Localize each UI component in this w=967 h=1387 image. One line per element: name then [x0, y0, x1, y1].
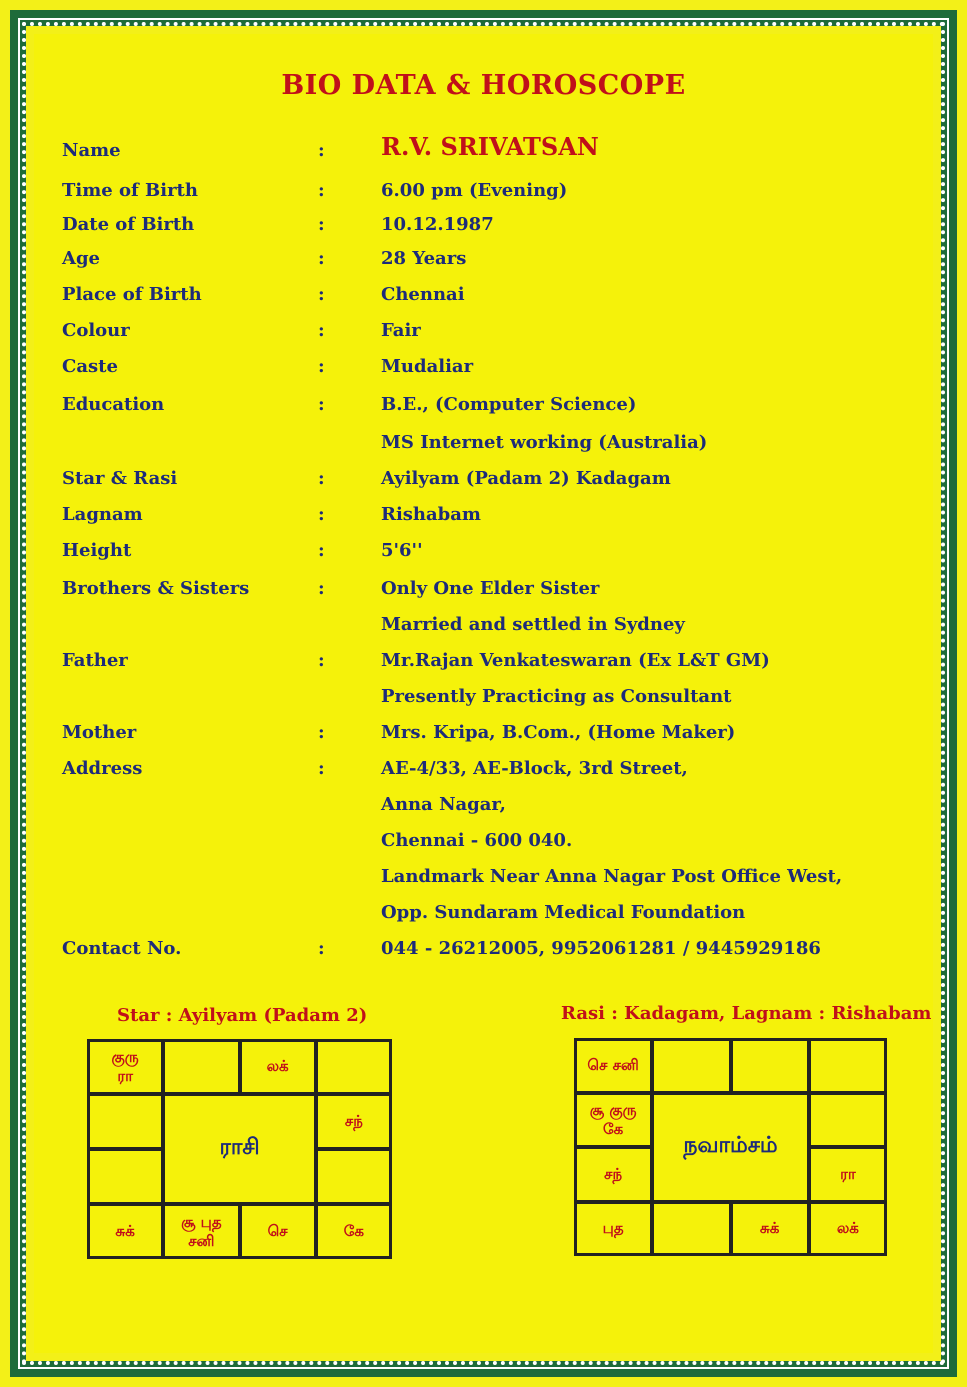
chart-house-cell — [87, 1094, 163, 1149]
bio-row — [0, 540, 967, 572]
field-value: MS Internet working (Australia) — [381, 432, 708, 453]
field-value: Mrs. Kripa, B.Com., (Home Maker) — [381, 722, 736, 743]
field-value: 10.12.1987 — [381, 214, 494, 235]
bio-row — [0, 830, 967, 862]
field-separator: : — [318, 248, 325, 269]
chart-house-cell — [809, 1093, 887, 1148]
field-separator: : — [318, 758, 325, 779]
field-label: Father — [62, 650, 128, 671]
bio-row — [0, 132, 967, 172]
field-label: Name — [62, 140, 121, 161]
field-separator: : — [318, 578, 325, 599]
field-label: Time of Birth — [62, 180, 198, 201]
chart-house-cell — [809, 1038, 887, 1093]
field-value: 28 Years — [381, 248, 467, 269]
field-value: Anna Nagar, — [381, 794, 506, 815]
bio-row — [0, 938, 967, 970]
field-separator: : — [318, 722, 325, 743]
field-separator: : — [318, 140, 325, 161]
field-separator: : — [318, 394, 325, 415]
field-separator: : — [318, 214, 325, 235]
field-label: Date of Birth — [62, 214, 195, 235]
chart-house-cell: லக் — [809, 1202, 887, 1257]
bio-row — [0, 214, 967, 246]
bio-row — [0, 356, 967, 388]
field-value: Only One Elder Sister — [381, 578, 600, 599]
field-value: AE-4/33, AE-Block, 3rd Street, — [381, 758, 688, 779]
bio-row — [0, 722, 967, 754]
chart-center-label: ராசி — [163, 1094, 316, 1204]
chart-house-cell: கே — [316, 1204, 392, 1259]
chart-house-cell — [87, 1149, 163, 1204]
field-value: Mr.Rajan Venkateswaran (Ex L&T GM) — [381, 650, 770, 671]
page-title: BIO DATA & HOROSCOPE — [281, 70, 686, 101]
chart-house-cell: சுக் — [87, 1204, 163, 1259]
field-value: 044 - 26212005, 9952061281 / 9445929186 — [381, 938, 821, 959]
bio-row — [0, 686, 967, 718]
bio-row — [0, 578, 967, 610]
bio-row — [0, 320, 967, 352]
navamsa-chart-heading: Rasi : Kadagam, Lagnam : Rishabam — [561, 1003, 932, 1024]
rasi-chart-heading: Star : Ayilyam (Padam 2) — [117, 1005, 368, 1026]
chart-house-cell: செ சனி — [574, 1038, 652, 1093]
bio-row — [0, 902, 967, 934]
field-value: 5'6'' — [381, 540, 423, 561]
chart-house-cell: செ — [240, 1204, 316, 1259]
field-label: Education — [62, 394, 165, 415]
field-label: Mother — [62, 722, 137, 743]
field-separator: : — [318, 938, 325, 959]
field-label: Brothers & Sisters — [62, 578, 250, 599]
chart-house-cell: லக் — [240, 1039, 316, 1094]
field-label: Height — [62, 540, 132, 561]
bio-row — [0, 394, 967, 426]
field-separator: : — [318, 320, 325, 341]
field-value: Presently Practicing as Consultant — [381, 686, 732, 707]
chart-house-cell — [652, 1038, 730, 1093]
field-separator: : — [318, 468, 325, 489]
field-value: Married and settled in Sydney — [381, 614, 685, 635]
field-value: Opp. Sundaram Medical Foundation — [381, 902, 746, 923]
field-value: Chennai - 600 040. — [381, 830, 573, 851]
field-label: Place of Birth — [62, 284, 202, 305]
field-value: Mudaliar — [381, 356, 474, 377]
field-value: Ayilyam (Padam 2) Kadagam — [381, 468, 671, 489]
field-label: Contact No. — [62, 938, 182, 959]
chart-house-cell: சந் — [316, 1094, 392, 1149]
chart-center-label: நவாம்சம் — [652, 1093, 809, 1202]
field-value: R.V. SRIVATSAN — [381, 132, 599, 161]
bio-row — [0, 650, 967, 682]
field-separator: : — [318, 540, 325, 561]
field-label: Star & Rasi — [62, 468, 178, 489]
bio-row — [0, 614, 967, 646]
bio-row — [0, 180, 967, 212]
field-value: Landmark Near Anna Nagar Post Office West, — [381, 866, 843, 887]
field-label: Caste — [62, 356, 118, 377]
field-label: Age — [62, 248, 101, 269]
chart-house-cell — [316, 1149, 392, 1204]
bio-row — [0, 432, 967, 464]
chart-house-cell: சந் — [574, 1147, 652, 1202]
field-value: B.E., (Computer Science) — [381, 394, 637, 415]
chart-house-cell: சூ குரு கே — [574, 1093, 652, 1148]
chart-house-cell: ரா — [809, 1147, 887, 1202]
field-separator: : — [318, 180, 325, 201]
field-value: Chennai — [381, 284, 465, 305]
field-separator: : — [318, 356, 325, 377]
field-separator: : — [318, 284, 325, 305]
bio-row — [0, 866, 967, 898]
bio-row — [0, 248, 967, 280]
bio-row — [0, 468, 967, 500]
bio-row — [0, 284, 967, 316]
field-value: 6.00 pm (Evening) — [381, 180, 568, 201]
chart-house-cell: குரு ரா — [87, 1039, 163, 1094]
field-separator: : — [318, 504, 325, 525]
field-label: Colour — [62, 320, 130, 341]
chart-house-cell — [163, 1039, 239, 1094]
field-value: Rishabam — [381, 504, 481, 525]
field-separator: : — [318, 650, 325, 671]
chart-house-cell — [731, 1038, 809, 1093]
field-label: Address — [62, 758, 143, 779]
chart-house-cell: சுக் — [731, 1202, 809, 1257]
chart-house-cell: சூ புத சனி — [163, 1204, 239, 1259]
field-label: Lagnam — [62, 504, 143, 525]
field-value: Fair — [381, 320, 421, 341]
bio-row — [0, 758, 967, 790]
chart-house-cell — [316, 1039, 392, 1094]
bio-row — [0, 794, 967, 826]
chart-house-cell — [652, 1202, 730, 1257]
bio-row — [0, 504, 967, 536]
chart-house-cell: புத — [574, 1202, 652, 1257]
